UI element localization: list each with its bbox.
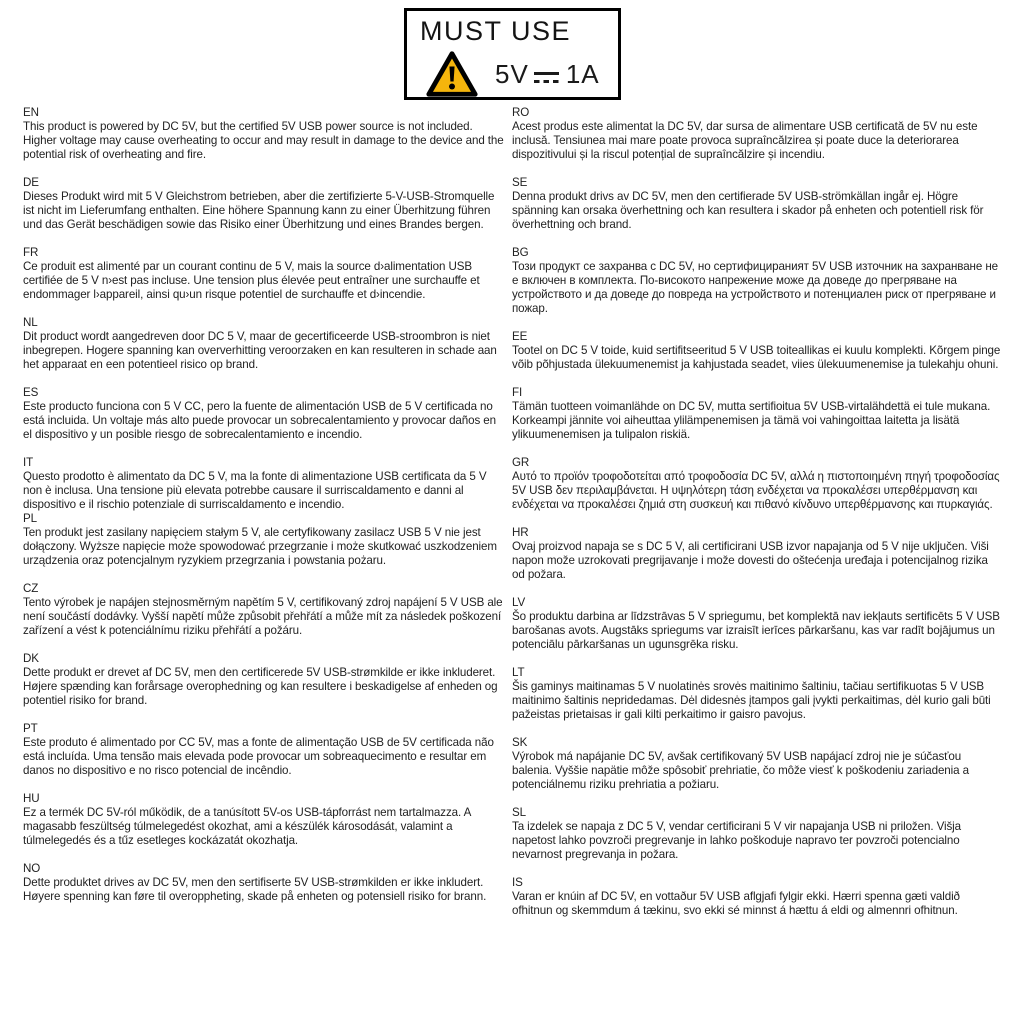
language-code-label: IT <box>23 456 34 469</box>
language-code-label: HR <box>512 526 529 539</box>
language-code-label: ES <box>23 386 39 399</box>
language-section-hu <box>23 792 506 848</box>
language-section-cz <box>23 582 506 638</box>
language-code-label: GR <box>512 456 530 469</box>
language-section-pl <box>23 512 506 568</box>
must-use-warning-box <box>404 8 621 100</box>
language-section-es <box>23 386 506 442</box>
language-warning-text: Šo produktu darbina ar līdzstrāvas 5 V spriegumu, bet komplektā nav iekļauts sertificēts 5 V USB barošanas avots. Augstāks spriegums var izraisīt ierīces pārkaršanu, kas var radīt bojājumus un potenciālu pārkaršanas un ugunsgrēka risku. <box>512 610 1000 651</box>
language-warning-text: Tämän tuotteen voimanlähde on DC 5V, mutta sertifioitua 5V USB-virtalähdettä ei tule mukana. Korkeampi jännite voi aiheuttaa ylilämpenemisen ja tämä voi vahingoittaa laitetta ja lisätä ylikuumenemisen ja tulipalon riskiä. <box>512 400 991 441</box>
language-warning-text: Dette produktet drives av DC 5V, men den sertifiserte 5V USB-strømkilden er ikke inkludert. Høyere spenning kan føre til overoppheting, skade på enheten og potensiell risiko for brann. <box>23 876 487 903</box>
language-warning-text: Ta izdelek se napaja z DC 5 V, vendar certificirani 5 V vir napajanja USB ni priložen. Višja napetost lahko povzroči pregrevanje in lahko poškoduje napravo ter povzroči potencialno nevarnost pregrevanja in požara. <box>512 820 961 861</box>
language-section-hr <box>512 526 1002 582</box>
power-rating-text <box>495 59 600 90</box>
language-code-label: SK <box>512 736 528 749</box>
language-warning-text: Varan er knúin af DC 5V, en vottaður 5V USB aflgjafi fylgir ekki. Hærri spenna gæti valdið ofhitnun og skemmdum á tækinu, svo ekki sé minnst á hættu á eldi og almennri ofhitnun. <box>512 890 960 917</box>
language-warning-text: Dit product wordt aangedreven door DC 5 V, maar de gecertificeerde USB-stroombron is niet inbegrepen. Hogere spanning kan oververhitting veroorzaken en kan resulteren in schade aan het apparaat en een potentieel risico op brand. <box>23 330 497 371</box>
language-warning-text: Šis gaminys maitinamas 5 V nuolatinės srovės maitinimo šaltiniu, tačiau sertifikuotas 5 V USB maitinimo šaltinis nepridedamas. Dėl didesnės įtampos gali įvykti perkaitimas, dėl kurio gali būti pažeistas prietaisas ir gali kilti perkaitimo ir gaisro pavojus. <box>512 680 991 721</box>
language-code-label: PL <box>23 512 37 525</box>
language-warning-text: Този продукт се захранва с DC 5V, но сертифицираният 5V USB източник на захранване не е включен в комплекта. По-високото напрежение може да доведе до прегряване на устройството и да доведе до повреда на устройството и потенциален риск от прегряване и пожар. <box>512 260 998 315</box>
language-section-ee <box>512 330 1002 372</box>
language-warning-text: Výrobok má napájanie DC 5V, avšak certifikovaný 5V USB napájací zdroj nie je súčasťou balenia. Vyššie napätie môže spôsobiť prehriatie, čo môže viesť k poškodeniu zariadenia a potenciálnemu riziku prehriatia a požiaru. <box>512 750 969 791</box>
voltage-value: 5V <box>495 58 529 89</box>
language-warning-text: Tootel on DC 5 V toide, kuid sertifitseeritud 5 V USB toiteallikas ei kuulu komplekti. Kõrgem pinge võib põhjustada ülekuumenemist ja kahjustada seadet, viies ülekuumenemise ja tulekahju ohuni. <box>512 344 1001 371</box>
language-code-label: EN <box>23 106 39 119</box>
language-code-label: NO <box>23 862 41 875</box>
language-warning-text: Αυτό το προϊόν τροφοδοτείται από τροφοδοσία DC 5V, αλλά η πιστοποιημένη πηγή τροφοδοσίας 5V USB δεν περιλαμβάνεται. Η υψηλότερη τάση ενδέχεται να προκαλέσει υπερθέρμανση και ενδέχεται να προκαλέσει ζημιά στη συσκευή και πιθανό κίνδυνο υπερθέρμανσης και πυρκαγιάς. <box>512 470 1000 511</box>
language-warning-text: Ten produkt jest zasilany napięciem stałym 5 V, ale certyfikowany zasilacz USB 5 V nie jest dołączony. Wyższe napięcie może spowodować przegrzanie i może skutkować uszkodzeniem urządzenia oraz potencjalnym ryzykiem przegrzania i powstania pożaru. <box>23 526 497 567</box>
language-code-label: DE <box>23 176 39 189</box>
language-code-label: LT <box>512 666 525 679</box>
language-section-lv <box>512 596 1002 652</box>
language-code-label: FI <box>512 386 523 399</box>
language-section-fr <box>23 246 506 302</box>
dc-voltage-symbol-icon <box>533 70 560 85</box>
language-warning-text: Ce produit est alimenté par un courant continu de 5 V, mais la source d›alimentation USB certifiée de 5 V n›est pas incluse. Une tension plus élevée peut entraîner une surchauffe et endommager l›appareil, ainsi qu›un risque potentiel de surchauffe et d›incendie. <box>23 260 480 301</box>
language-warning-text: Acest produs este alimentat la DC 5V, dar sursa de alimentare USB certificată de 5V nu este inclusă. Tensiunea mai mare poate provoca supraîncălzirea și poate duce la deteriorarea dispozitivului și la riscul potențial de supraîncălzire și incendiu. <box>512 120 978 161</box>
language-section-nl <box>23 316 506 372</box>
language-section-fi <box>512 386 1002 442</box>
right-language-column <box>512 106 1002 932</box>
language-code-label: HU <box>23 792 40 805</box>
language-code-label: IS <box>512 876 523 889</box>
language-code-label: EE <box>512 330 528 343</box>
language-section-lt <box>512 666 1002 722</box>
power-rating-row <box>425 50 618 98</box>
language-warning-text: Este produto é alimentado por CC 5V, mas a fonte de alimentação USB de 5V certificada não está incluída. Uma tensão mais elevada pode provocar um sobreaquecimento e resultar em danos no dispositivo e no risco potencial de incêndio. <box>23 736 494 777</box>
language-section-bg <box>512 246 1002 316</box>
language-warning-text: Dieses Produkt wird mit 5 V Gleichstrom betrieben, aber die zertifizierte 5-V-USB-Stromquelle ist nicht im Lieferumfang enthalten. Eine höhere Spannung kann zu einer Überhitzung führen und das Gerät beschädigen sowie das Risiko einer Überhitzung und eines Brandes bergen. <box>23 190 495 231</box>
language-code-label: DK <box>23 652 39 665</box>
warning-box-title: MUST USE <box>420 16 572 46</box>
language-section-sk <box>512 736 1002 792</box>
language-warning-text: Este producto funciona con 5 V CC, pero la fuente de alimentación USB de 5 V certificada no está incluida. Un voltaje más alto puede provocar un sobrecalentamiento y provocar daños en el dispositivo y un posible riesgo de sobrecalentamiento e incendio. <box>23 400 496 441</box>
language-warning-text: Ez a termék DC 5V-ról működik, de a tanúsított 5V-os USB-tápforrást nem tartalmazza. A magasabb feszültség túlmelegedést okozhat, ami a készülék károsodását, valamint a túlmelegedés és a tűz esetleges kockázatát okozhatja. <box>23 806 471 847</box>
language-section-en <box>23 106 506 162</box>
language-code-label: RO <box>512 106 530 119</box>
language-section-it <box>23 456 506 512</box>
language-code-label: CZ <box>23 582 39 595</box>
language-section-pt <box>23 722 506 778</box>
left-language-column <box>23 106 506 918</box>
language-code-label: PT <box>23 722 38 735</box>
language-code-label: SL <box>512 806 526 819</box>
language-section-is <box>512 876 1002 918</box>
language-code-label: BG <box>512 246 529 259</box>
language-warning-text: Dette produkt er drevet af DC 5V, men den certificerede 5V USB-strømkilde er ikke inkluderet. Højere spænding kan forårsage overophedning og kan resultere i beskadigelse af enheden og potentiel risiko for brand. <box>23 666 498 707</box>
language-warning-text: Questo prodotto è alimentato da DC 5 V, ma la fonte di alimentazione USB certificata da 5 V non è inclusa. Una tensione più elevata potrebbe causare il surriscaldamento e danni al dispositivo e il rischio potenziale di surriscaldamento e incendio. <box>23 470 487 511</box>
language-section-gr <box>512 456 1002 512</box>
language-section-de <box>23 176 506 232</box>
language-warning-text: Denna produkt drivs av DC 5V, men den certifierade 5V USB-strömkällan ingår ej. Högre spänning kan orsaka överhettning och kan resultera i skador på enheten och potentiell risk för överhettning och brand. <box>512 190 984 231</box>
language-section-dk <box>23 652 506 708</box>
language-warning-text: Ovaj proizvod napaja se s DC 5 V, ali certificirani USB izvor napajanja od 5 V nije uključen. Viši napon može uzrokovati pregrijavanje i može dovesti do oštećenja uređaja i potencijalnog rizika od požara. <box>512 540 989 581</box>
language-code-label: LV <box>512 596 526 609</box>
language-section-se <box>512 176 1002 232</box>
language-section-sl <box>512 806 1002 862</box>
language-code-label: FR <box>23 246 39 259</box>
language-section-no <box>23 862 506 904</box>
language-section-ro <box>512 106 1002 162</box>
language-code-label: NL <box>23 316 38 329</box>
current-value: 1A <box>565 58 600 89</box>
language-warning-text: Tento výrobek je napájen stejnosměrným napětím 5 V, certifikovaný zdroj napájení 5 V USB ale není součástí dodávky. Vyšší napětí může způsobit přehřátí a může mít za následek poškození zařízení a vést k potenciálnímu riziku přehřátí a požáru. <box>23 596 503 637</box>
language-code-label: SE <box>512 176 528 189</box>
language-warning-text: This product is powered by DC 5V, but the certified 5V USB power source is not included. Higher voltage may cause overheating to occur and may result in damage to the device and the potential risk of overheating and fire. <box>23 120 504 161</box>
warning-exclamation-triangle-icon <box>425 50 479 98</box>
